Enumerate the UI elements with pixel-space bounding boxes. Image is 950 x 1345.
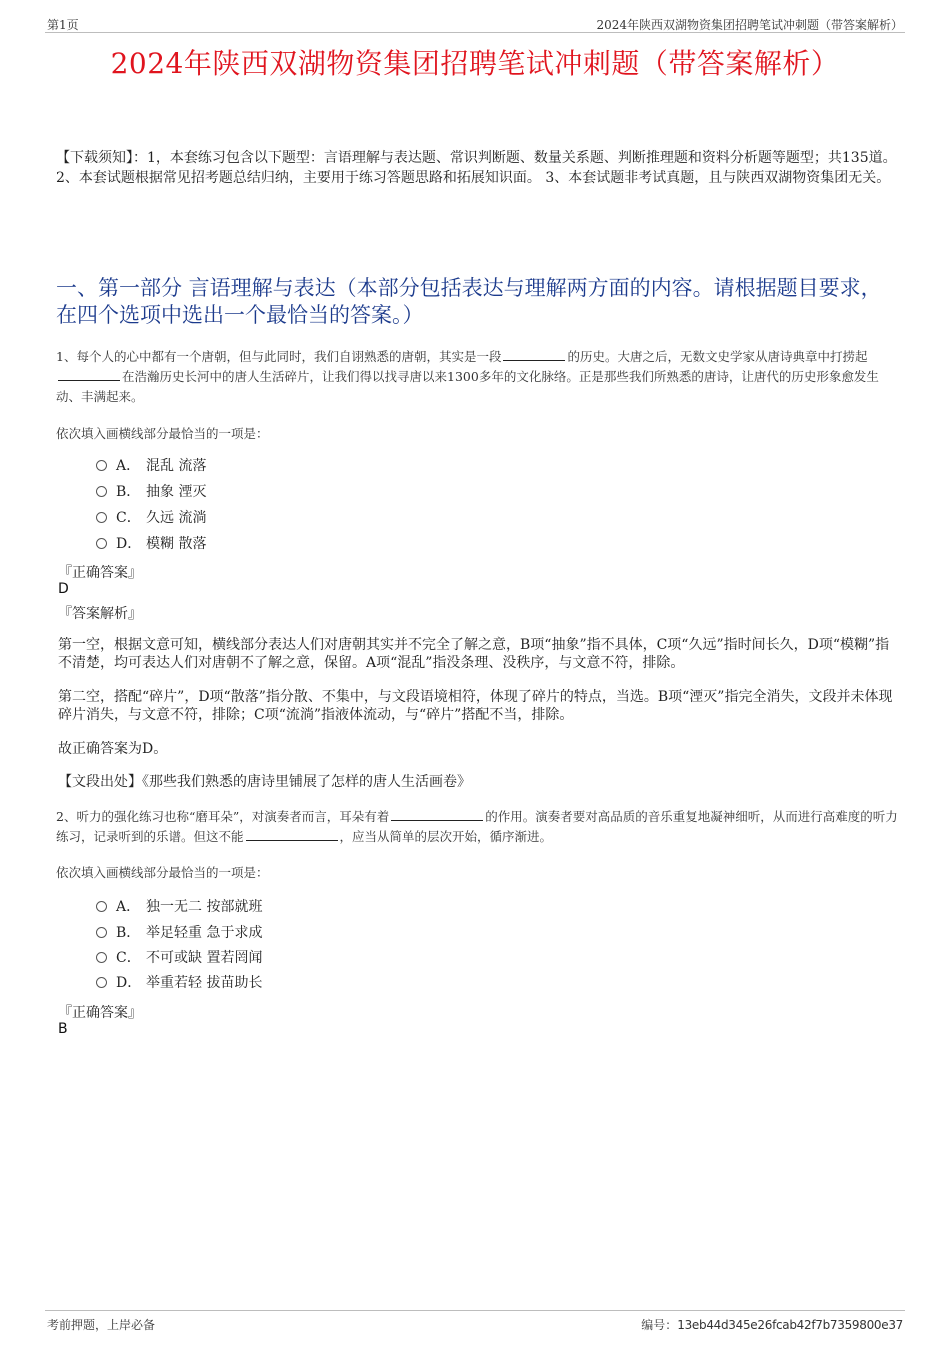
q1-analysis-para-3: 故正确答案为D。 xyxy=(58,741,168,757)
radio-icon[interactable] xyxy=(96,927,107,938)
q1-correct-answer: D xyxy=(58,581,69,597)
page-header xyxy=(45,14,905,33)
radio-icon[interactable] xyxy=(96,901,107,912)
footer-code-label: 编号： xyxy=(641,1318,678,1332)
option-letter: C． xyxy=(116,510,141,526)
footer-code-value: 13eb44d345e26fcab42f7b7359800e37 xyxy=(677,1318,903,1332)
q1-text-part1: 1、每个人的心中都有一个唐朝，但与此同时，我们自诩熟悉的唐朝，其实是一段 xyxy=(56,349,502,364)
q2-correct-answer: B xyxy=(58,1021,68,1037)
option-text: 独一无二 按部就班 xyxy=(146,899,263,915)
option-text: 混乱 流落 xyxy=(146,458,207,474)
download-notice: 【下载须知】：1，本套练习包含以下题型：言语理解与表达题、常识判断题、数量关系题、判断推理题和资料分析题等题型；共135道。 2、本套试题根据常见招考题总结归纳，主要用于练习答题思路和拓展知识面。 3、本套试题非考试真题，且与陕西双湖物资集团无关。 xyxy=(56,150,897,186)
q1-analysis-para-1: 第一空，根据文意可知，横线部分表达人们对唐朝其实并不完全了解之意，B项“抽象”指不具体，C项“久远”指时间长久，D项“模糊”指不清楚，均可表达人们对唐朝不了解之意，保留。A项“混乱”指没条理、没秩序，与文意不符，排除。 xyxy=(58,637,890,671)
q1-text-part3: 在浩瀚历史长河中的唐人生活碎片，让我们得以找寻唐以来1300多年的文化脉络。正是那些我们所熟悉的唐诗，让唐代的历史形象愈发生动、丰满起来。 xyxy=(56,369,879,404)
page-number: 第1页 xyxy=(47,18,79,32)
q1-blank-1 xyxy=(503,347,565,361)
option-letter: B． xyxy=(116,925,141,941)
q2-option-c[interactable] xyxy=(96,948,262,968)
radio-icon[interactable] xyxy=(96,977,107,988)
q1-option-d[interactable] xyxy=(96,534,206,554)
q1-text-part2: 的历史。大唐之后，无数文史学家从唐诗典章中打捞起 xyxy=(567,349,868,364)
radio-icon[interactable] xyxy=(96,460,107,471)
option-letter: A． xyxy=(116,458,141,474)
q1-blank-2 xyxy=(58,367,120,381)
option-text: 举重若轻 拔苗助长 xyxy=(146,975,263,991)
q2-option-d[interactable] xyxy=(96,973,262,993)
option-text: 模糊 散落 xyxy=(146,536,207,552)
q2-text-part1: 2、听力的强化练习也称“磨耳朵”，对演奏者而言，耳朵有着 xyxy=(56,809,390,824)
q2-text-part2: 的作用。演奏者要对高品质的音乐重复地凝神细听，从而进行高难度的听力练习，记录听到的乐谱。但这不能 xyxy=(56,809,898,844)
q2-option-a[interactable] xyxy=(96,897,262,917)
page-title: 2024年陕西双湖物资集团招聘笔试冲刺题（带答案解析） xyxy=(110,47,840,80)
option-text: 抽象 湮灭 xyxy=(146,484,207,500)
q2-correct-label: 『正确答案』 xyxy=(58,1005,142,1021)
q1-option-b[interactable] xyxy=(96,482,206,502)
question-2-text xyxy=(56,807,902,847)
q1-analysis-para-2: 第二空，搭配“碎片”，D项“散落”指分散、不集中，与文段语境相符，体现了碎片的特点，当选。B项“湮灭”指完全消失，文段并未体现碎片消失，与文意不符，排除；C项“流淌”指液体流动，与“碎片”搭配不当，排除。 xyxy=(58,689,893,723)
footer-code xyxy=(641,1316,903,1333)
q1-analysis-label: 『答案解析』 xyxy=(58,606,142,622)
footer-slogan: 考前押题，上岸必备 xyxy=(47,1318,156,1332)
option-letter: B． xyxy=(116,484,141,500)
option-text: 不可或缺 置若罔闻 xyxy=(146,950,263,966)
option-text: 举足轻重 急于求成 xyxy=(146,925,263,941)
q2-blank-1 xyxy=(391,807,483,821)
header-doc-title: 2024年陕西双湖物资集团招聘笔试冲刺题（带答案解析） xyxy=(596,18,903,32)
question-1-text xyxy=(56,347,902,407)
q2-option-b[interactable] xyxy=(96,923,262,943)
radio-icon[interactable] xyxy=(96,486,107,497)
radio-icon[interactable] xyxy=(96,538,107,549)
option-letter: A． xyxy=(116,899,141,915)
q1-option-c[interactable] xyxy=(96,508,206,528)
radio-icon[interactable] xyxy=(96,512,107,523)
option-letter: C． xyxy=(116,950,141,966)
q1-option-a[interactable] xyxy=(96,456,206,476)
q2-text-part3: ，应当从简单的层次开始，循序渐进。 xyxy=(339,829,553,844)
q2-blank-2 xyxy=(246,827,338,841)
q2-hint: 依次填入画横线部分最恰当的一项是： xyxy=(56,865,269,880)
section-title: 一、第一部分 言语理解与表达（本部分包括表达与理解两方面的内容。请根据题目要求，在四个选项中选出一个最恰当的答案。） xyxy=(56,276,882,327)
radio-icon[interactable] xyxy=(96,952,107,963)
page-footer xyxy=(45,1310,905,1331)
q1-correct-label: 『正确答案』 xyxy=(58,565,142,581)
q1-source: 【文段出处】《那些我们熟悉的唐诗里铺展了怎样的唐人生活画卷》 xyxy=(58,774,471,790)
option-letter: D． xyxy=(116,975,142,991)
option-text: 久远 流淌 xyxy=(146,510,207,526)
option-letter: D． xyxy=(116,536,142,552)
q1-hint: 依次填入画横线部分最恰当的一项是： xyxy=(56,426,269,441)
